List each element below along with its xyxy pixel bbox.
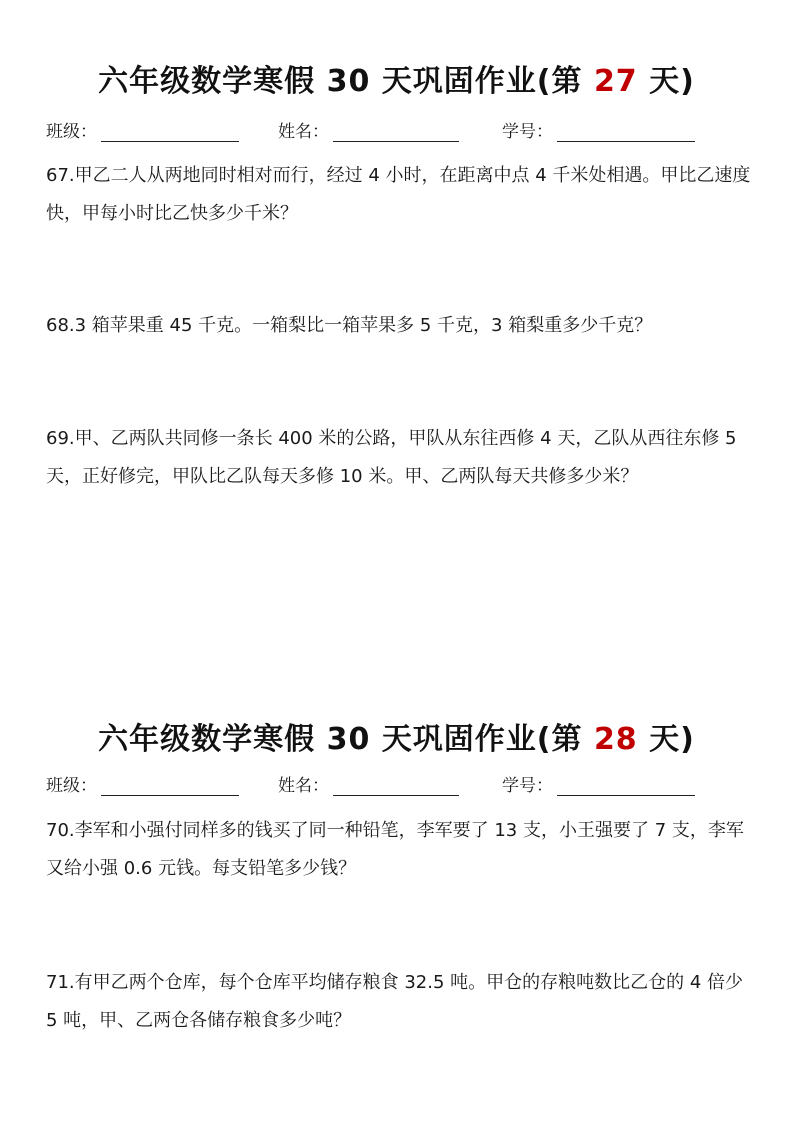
student-number-blank-line[interactable] xyxy=(557,121,695,142)
title-suffix: 天) xyxy=(649,64,695,99)
student-number-field xyxy=(502,117,695,142)
day-number: 28 xyxy=(593,722,638,757)
question-70: 70.李军和小强付同样多的钱买了同一种铅笔，李军要了 13 支，小王强要了 7 支，李军又给小强 0.6 元钱。每支铅笔多少钱？ xyxy=(46,820,744,879)
question-69: 69.甲、乙两队共同修一条长 400 米的公路，甲队从东往西修 4 天，乙队从西往东修 5 天，正好修完，甲队比乙队每天多修 10 米。甲、乙两队每天共修多少米？ xyxy=(46,428,737,487)
name-blank-line[interactable] xyxy=(333,121,459,142)
student-info-row xyxy=(46,771,746,797)
title-prefix: 六年级数学寒假 30 天巩固作业(第 xyxy=(98,64,583,99)
name-field xyxy=(278,771,459,796)
name-field xyxy=(278,117,459,142)
title-suffix: 天) xyxy=(649,722,695,757)
question-67: 67.甲乙二人从两地同时相对而行，经过 4 小时，在距离中点 4 千米处相遇。甲比乙速度快，甲每小时比乙快多少千米？ xyxy=(46,165,751,224)
class-field xyxy=(46,771,239,796)
name-label: 姓名： xyxy=(278,122,329,142)
class-blank-line[interactable] xyxy=(101,121,239,142)
page-title-day-27 xyxy=(0,56,793,100)
question-68: 68.3 箱苹果重 45 千克。一箱梨比一箱苹果多 5 千克，3 箱梨重多少千克？ xyxy=(46,315,653,336)
student-number-field xyxy=(502,771,695,796)
name-blank-line[interactable] xyxy=(333,775,459,796)
student-number-label: 学号： xyxy=(502,122,553,142)
class-field xyxy=(46,117,239,142)
title-prefix: 六年级数学寒假 30 天巩固作业(第 xyxy=(98,722,583,757)
name-label: 姓名： xyxy=(278,776,329,796)
question-71: 71.有甲乙两个仓库，每个仓库平均储存粮食 32.5 吨。甲仓的存粮吨数比乙仓的 4 倍少 5 吨，甲、乙两仓各储存粮食多少吨？ xyxy=(46,972,744,1031)
day-number: 27 xyxy=(593,64,638,99)
class-label: 班级： xyxy=(46,122,97,142)
class-blank-line[interactable] xyxy=(101,775,239,796)
student-number-blank-line[interactable] xyxy=(557,775,695,796)
page-title-day-28 xyxy=(0,714,793,758)
student-number-label: 学号： xyxy=(502,776,553,796)
class-label: 班级： xyxy=(46,776,97,796)
student-info-row xyxy=(46,117,746,143)
